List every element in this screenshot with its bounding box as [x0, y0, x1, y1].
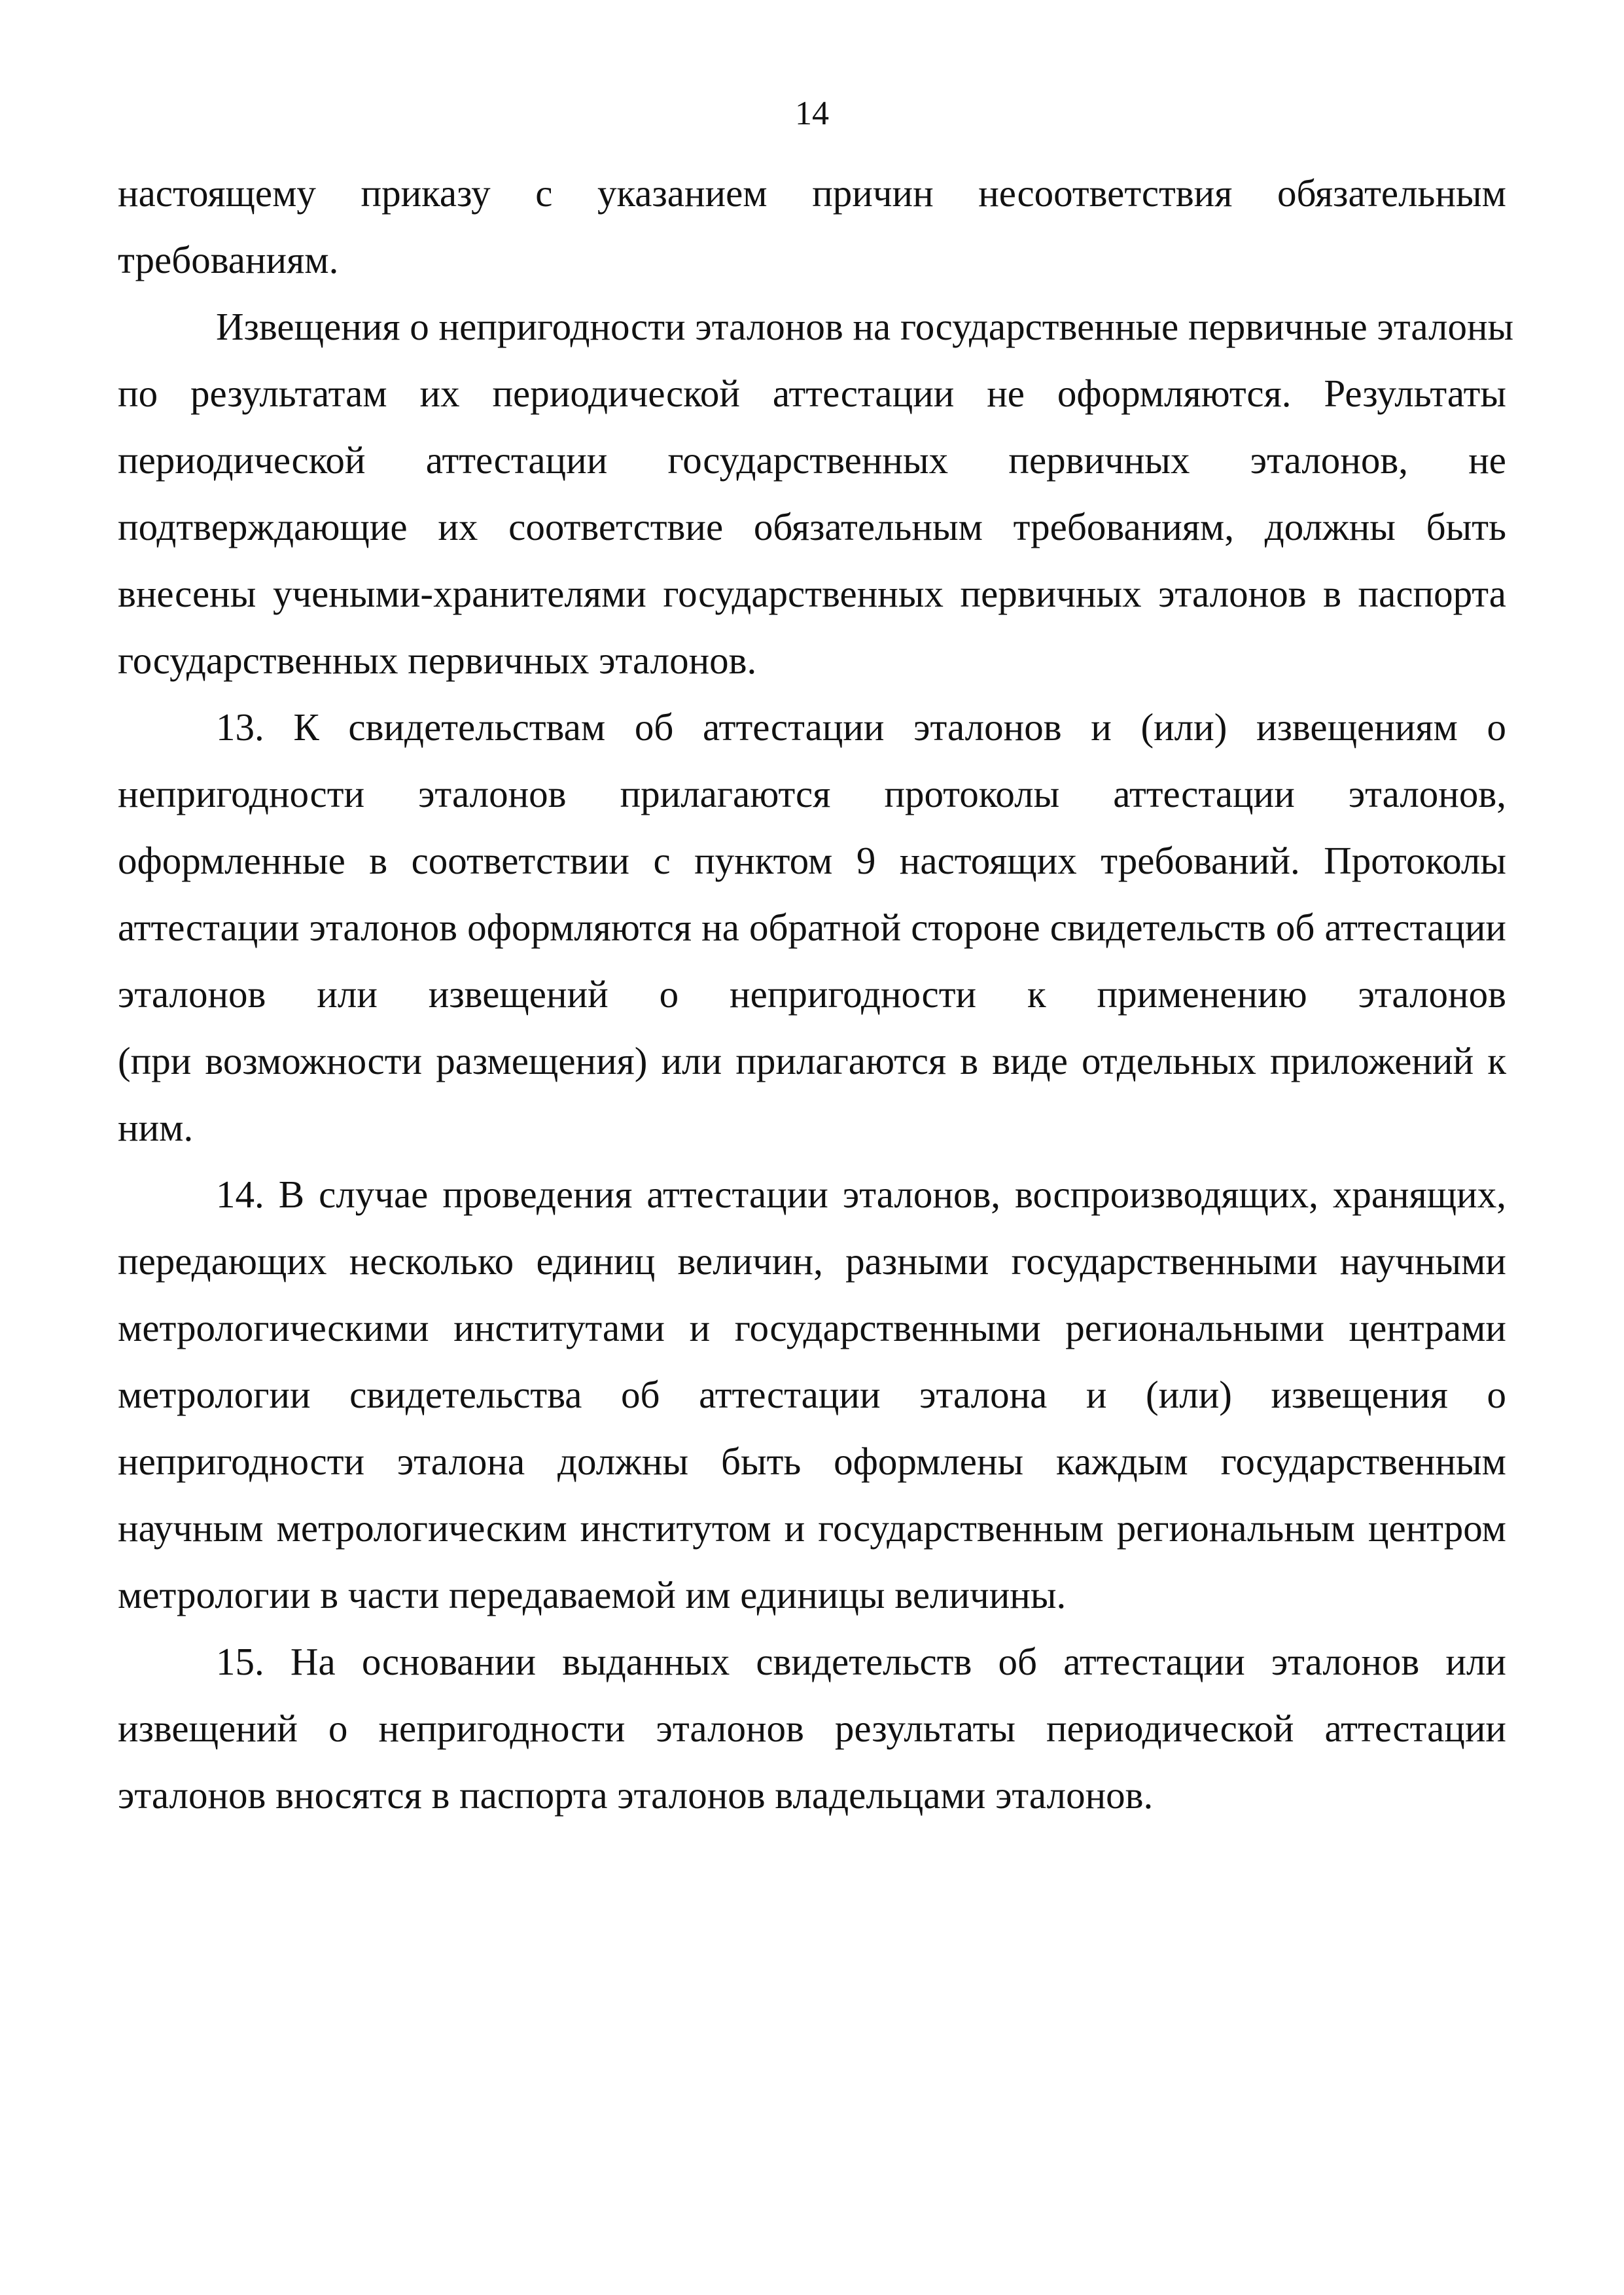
text-line: государственных первичных эталонов. [118, 639, 757, 682]
text-line: ним. [118, 1106, 194, 1149]
text-line: (при возможности размещения) или прилагаются в виде отдельных приложений к [118, 1039, 1506, 1082]
page-number: 14 [795, 95, 829, 132]
text-line: внесены учеными-хранителями государственных первичных эталонов в паспорта [118, 572, 1506, 615]
text-line: извещений о непригодности эталонов результаты периодической аттестации [118, 1707, 1506, 1750]
text-line: метрологическими институтами и государственными региональными центрами [118, 1306, 1506, 1349]
text-line: передающих несколько единиц величин, разными государственными научными [118, 1239, 1506, 1283]
text-line: Извещения о непригодности эталонов на государственные первичные эталоны [216, 305, 1514, 348]
text-line: настоящему приказу с указанием причин несоответствия обязательным [118, 171, 1506, 215]
text-line: 13. К свидетельствам об аттестации эталонов и (или) извещениям о [216, 705, 1506, 749]
text-line: метрологии в части передаваемой им единицы величины. [118, 1573, 1067, 1616]
paragraph-item-14 [118, 1161, 1506, 1628]
text-line: аттестации эталонов оформляются на обратной стороне свидетельств об аттестации [118, 906, 1506, 949]
text-line: метрологии свидетельства об аттестации эталона и (или) извещения о [118, 1373, 1506, 1416]
text-line: подтверждающие их соответствие обязательным требованиям, должны быть [118, 505, 1506, 548]
text-line: периодической аттестации государственных первичных эталонов, не [118, 438, 1506, 482]
text-line: научным метрологическим институтом и государственным региональным центром [118, 1506, 1506, 1550]
text-line: по результатам их периодической аттестации не оформляются. Результаты [118, 372, 1506, 415]
paragraph [118, 160, 1506, 293]
text-line: непригодности эталона должны быть оформлены каждым государственным [118, 1440, 1506, 1483]
text-line: требованиям. [118, 238, 339, 281]
text-line: 15. На основании выданных свидетельств об аттестации эталонов или [216, 1640, 1506, 1683]
paragraph [118, 293, 1514, 694]
text-line: эталонов или извещений о непригодности к применению эталонов [118, 972, 1506, 1016]
text-line: непригодности эталонов прилагаются протоколы аттестации эталонов, [118, 772, 1506, 815]
paragraph-item-13 [118, 694, 1506, 1161]
paragraph-item-15 [118, 1628, 1506, 1828]
document-body [118, 160, 1514, 1828]
text-line: 14. В случае проведения аттестации эталонов, воспроизводящих, хранящих, [216, 1173, 1506, 1216]
text-line: эталонов вносятся в паспорта эталонов владельцами эталонов. [118, 1773, 1154, 1817]
text-line: оформленные в соответствии с пунктом 9 настоящих требований. Протоколы [118, 839, 1506, 882]
